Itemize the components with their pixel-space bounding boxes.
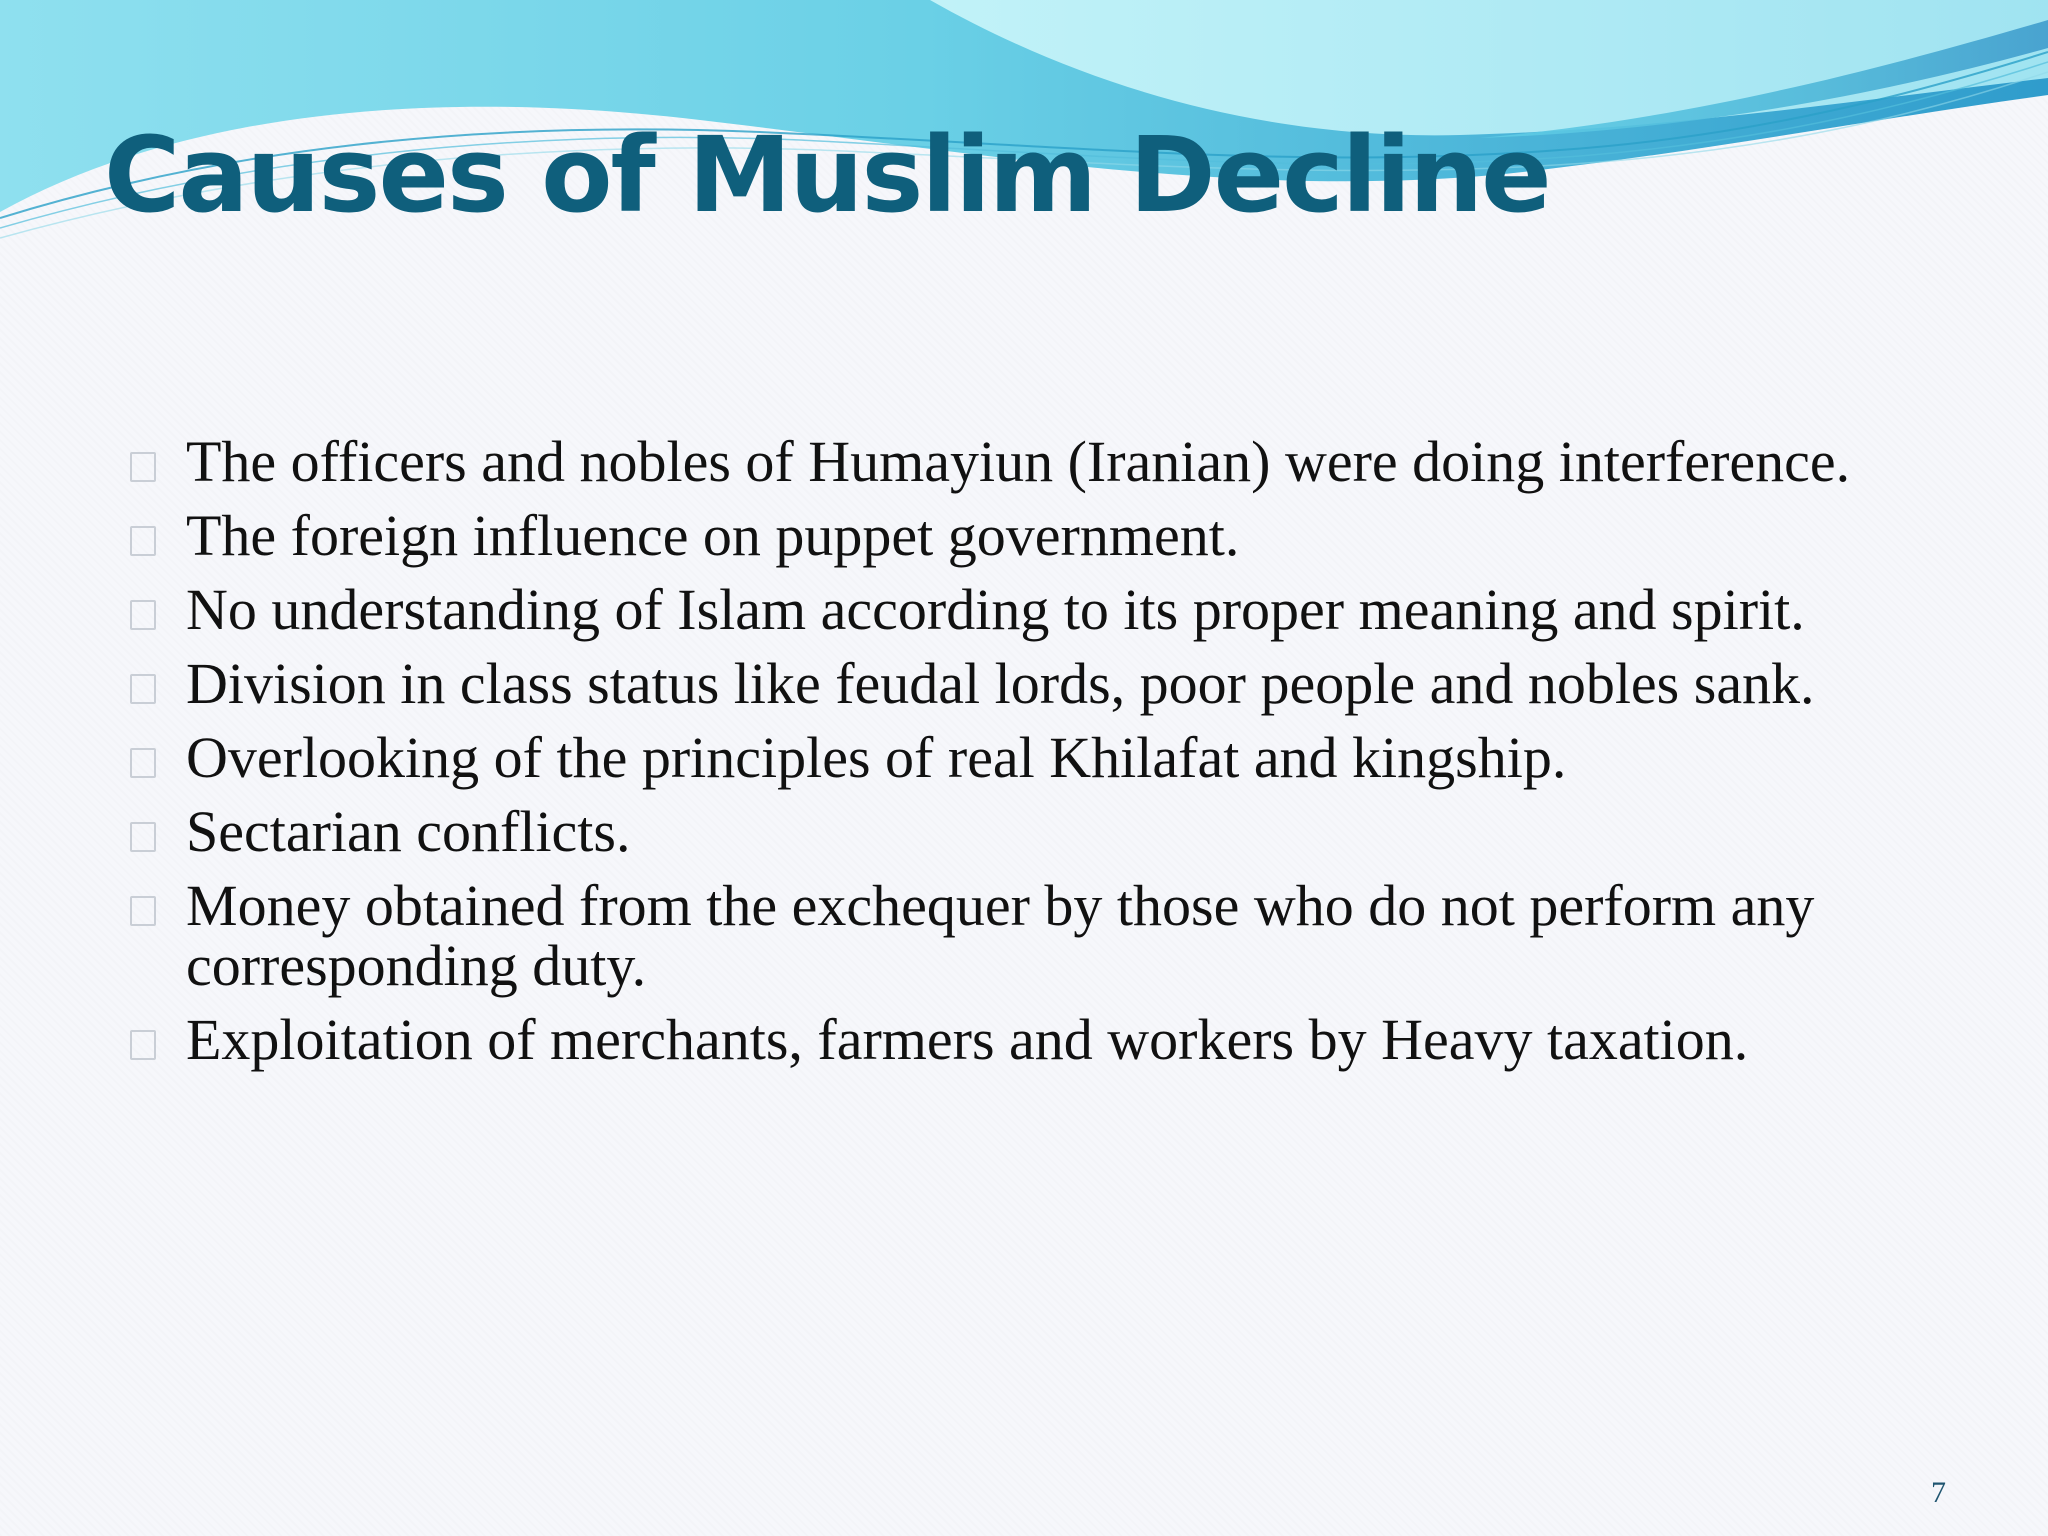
slide-title: Causes of Muslim Decline xyxy=(104,114,1550,236)
checkbox-bullet-icon xyxy=(130,1030,156,1060)
checkbox-bullet-icon xyxy=(130,600,156,630)
checkbox-bullet-icon xyxy=(130,452,156,482)
bullet-text: Sectarian conflicts. xyxy=(186,799,631,864)
bullet-item xyxy=(128,873,1928,998)
bullet-item xyxy=(128,725,1928,790)
checkbox-bullet-icon xyxy=(130,748,156,778)
bullet-item xyxy=(128,429,1928,494)
bullet-text: The foreign influence on puppet government. xyxy=(186,503,1240,568)
bullet-list xyxy=(128,429,1928,1084)
bullet-text: The officers and nobles of Humayiun (Iranian) were doing interference. xyxy=(186,429,1851,494)
page-number: 7 xyxy=(1931,1476,1946,1509)
checkbox-bullet-icon xyxy=(130,674,156,704)
bullet-text: Division in class status like feudal lords, poor people and nobles sank. xyxy=(186,651,1815,716)
bullet-text: Money obtained from the exchequer by those who do not perform any corresponding duty. xyxy=(186,873,1815,998)
bullet-item xyxy=(128,651,1928,716)
bullet-text: Overlooking of the principles of real Khilafat and kingship. xyxy=(186,725,1567,790)
bullet-item xyxy=(128,799,1928,864)
bullet-item xyxy=(128,577,1928,642)
bullet-text: No understanding of Islam according to its proper meaning and spirit. xyxy=(186,577,1805,642)
checkbox-bullet-icon xyxy=(130,896,156,926)
checkbox-bullet-icon xyxy=(130,526,156,556)
bullet-item xyxy=(128,1007,1928,1072)
bullet-item xyxy=(128,503,1928,568)
bullet-text: Exploitation of merchants, farmers and workers by Heavy taxation. xyxy=(186,1007,1749,1072)
checkbox-bullet-icon xyxy=(130,822,156,852)
